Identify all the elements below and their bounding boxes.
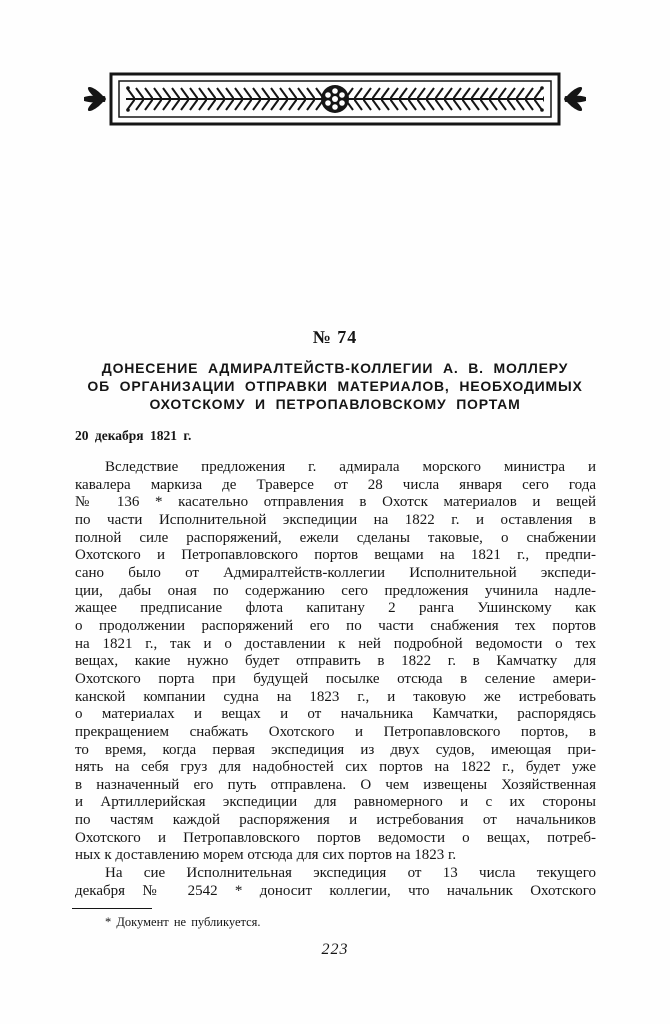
body-line: то время, когда первая экспедиция из двух судов, имеющая при- (75, 741, 596, 758)
title-line-3: ОХОТСКОМУ И ПЕТРОПАВЛОВСКОМУ ПОРТАМ (149, 396, 521, 412)
right-sprig-icon (563, 85, 586, 113)
body-line: ции, дабы оная по содержанию сего предложения учинила надле- (75, 582, 596, 599)
body-line: нять на себя груз для надобностей сих портов на 1822 г., будет уже (75, 759, 596, 776)
body-line: прекращением снабжать Охотского и Петропавловского портов, в (75, 723, 596, 740)
body-line: и Артиллерийская экспедиции для равномерного и с их стороны (75, 794, 596, 811)
body-line: декабря № 2542 * доносит коллегии, что начальник Охотского (75, 882, 596, 899)
document-body (75, 459, 596, 900)
body-line: Охотского порта при будущей посылке отсюда в селение амери- (75, 670, 596, 687)
body-line: о продолжении распоряжений его по части снабжения тех портов (75, 617, 596, 634)
footnote-divider (72, 908, 152, 909)
body-line: Охотского и Петропавловского портов вещами на 1821 г., предпи- (75, 547, 596, 564)
body-line: № 136 * касательно отправления в Охотск материалов и вещей (75, 494, 596, 511)
title-line-2: ОБ ОРГАНИЗАЦИИ ОТПРАВКИ МАТЕРИАЛОВ, НЕОБХОДИМЫХ (87, 378, 583, 394)
body-line: жащее предписание флота капитану 2 ранга Ушинскому как (75, 600, 596, 617)
body-line: Охотского и Петропавловского портов ведомости о вещах, потреб- (75, 829, 596, 846)
document-title (85, 359, 585, 413)
body-line: канской компании судна на 1823 г., и таковую же истребовать (75, 688, 596, 705)
paragraph (75, 865, 596, 900)
title-line-1: ДОНЕСЕНИЕ АДМИРАЛТЕЙСТВ-КОЛЛЕГИИ А. В. МОЛЛЕРУ (101, 360, 569, 376)
body-line: кавалера маркиза де Траверсе от 28 числа января сего года (75, 476, 596, 493)
left-sprig-icon (84, 85, 107, 113)
body-line: ных к доставлению морем отсюда для сих портов на 1823 г. (75, 847, 457, 864)
page-number: 223 (321, 941, 349, 958)
body-line: вещах, какие нужно будет отправить в 1822 г. в Камчатку для (75, 653, 596, 670)
paragraph (75, 459, 596, 865)
body-line: о материалах и вещах и от начальника Камчатки, распорядясь (75, 706, 596, 723)
ornament-band-icon (84, 70, 586, 128)
body-line: На сие Исполнительная экспедиция от 13 числа текущего (105, 865, 596, 882)
body-line: на 1821 г., так и о доставлении к ней подробной ведомости о тех (75, 635, 596, 652)
body-line: по части Исполнительной экспедиции на 1822 г. и оставления в (75, 511, 596, 528)
footnote-text: * Документ не публикуется. (105, 915, 261, 929)
rosette-icon (321, 85, 349, 113)
body-line: сано было от Адмиралтейств-коллегии Исполнительной экспеди- (75, 564, 596, 581)
body-line: в назначенный его путь отправлена. О чем извещены Хозяйственная (75, 776, 596, 793)
body-line: по частям каждой распоряжения и истребования от начальников (75, 812, 596, 829)
body-line: полной силе распоряжений, ежели сделаны таковые, о снабжении (75, 529, 596, 546)
body-line: Вследствие предложения г. адмирала морского министра и (105, 459, 596, 475)
document-dateline: 20 декабря 1821 г. (75, 428, 192, 443)
document-number: № 74 (312, 327, 358, 347)
